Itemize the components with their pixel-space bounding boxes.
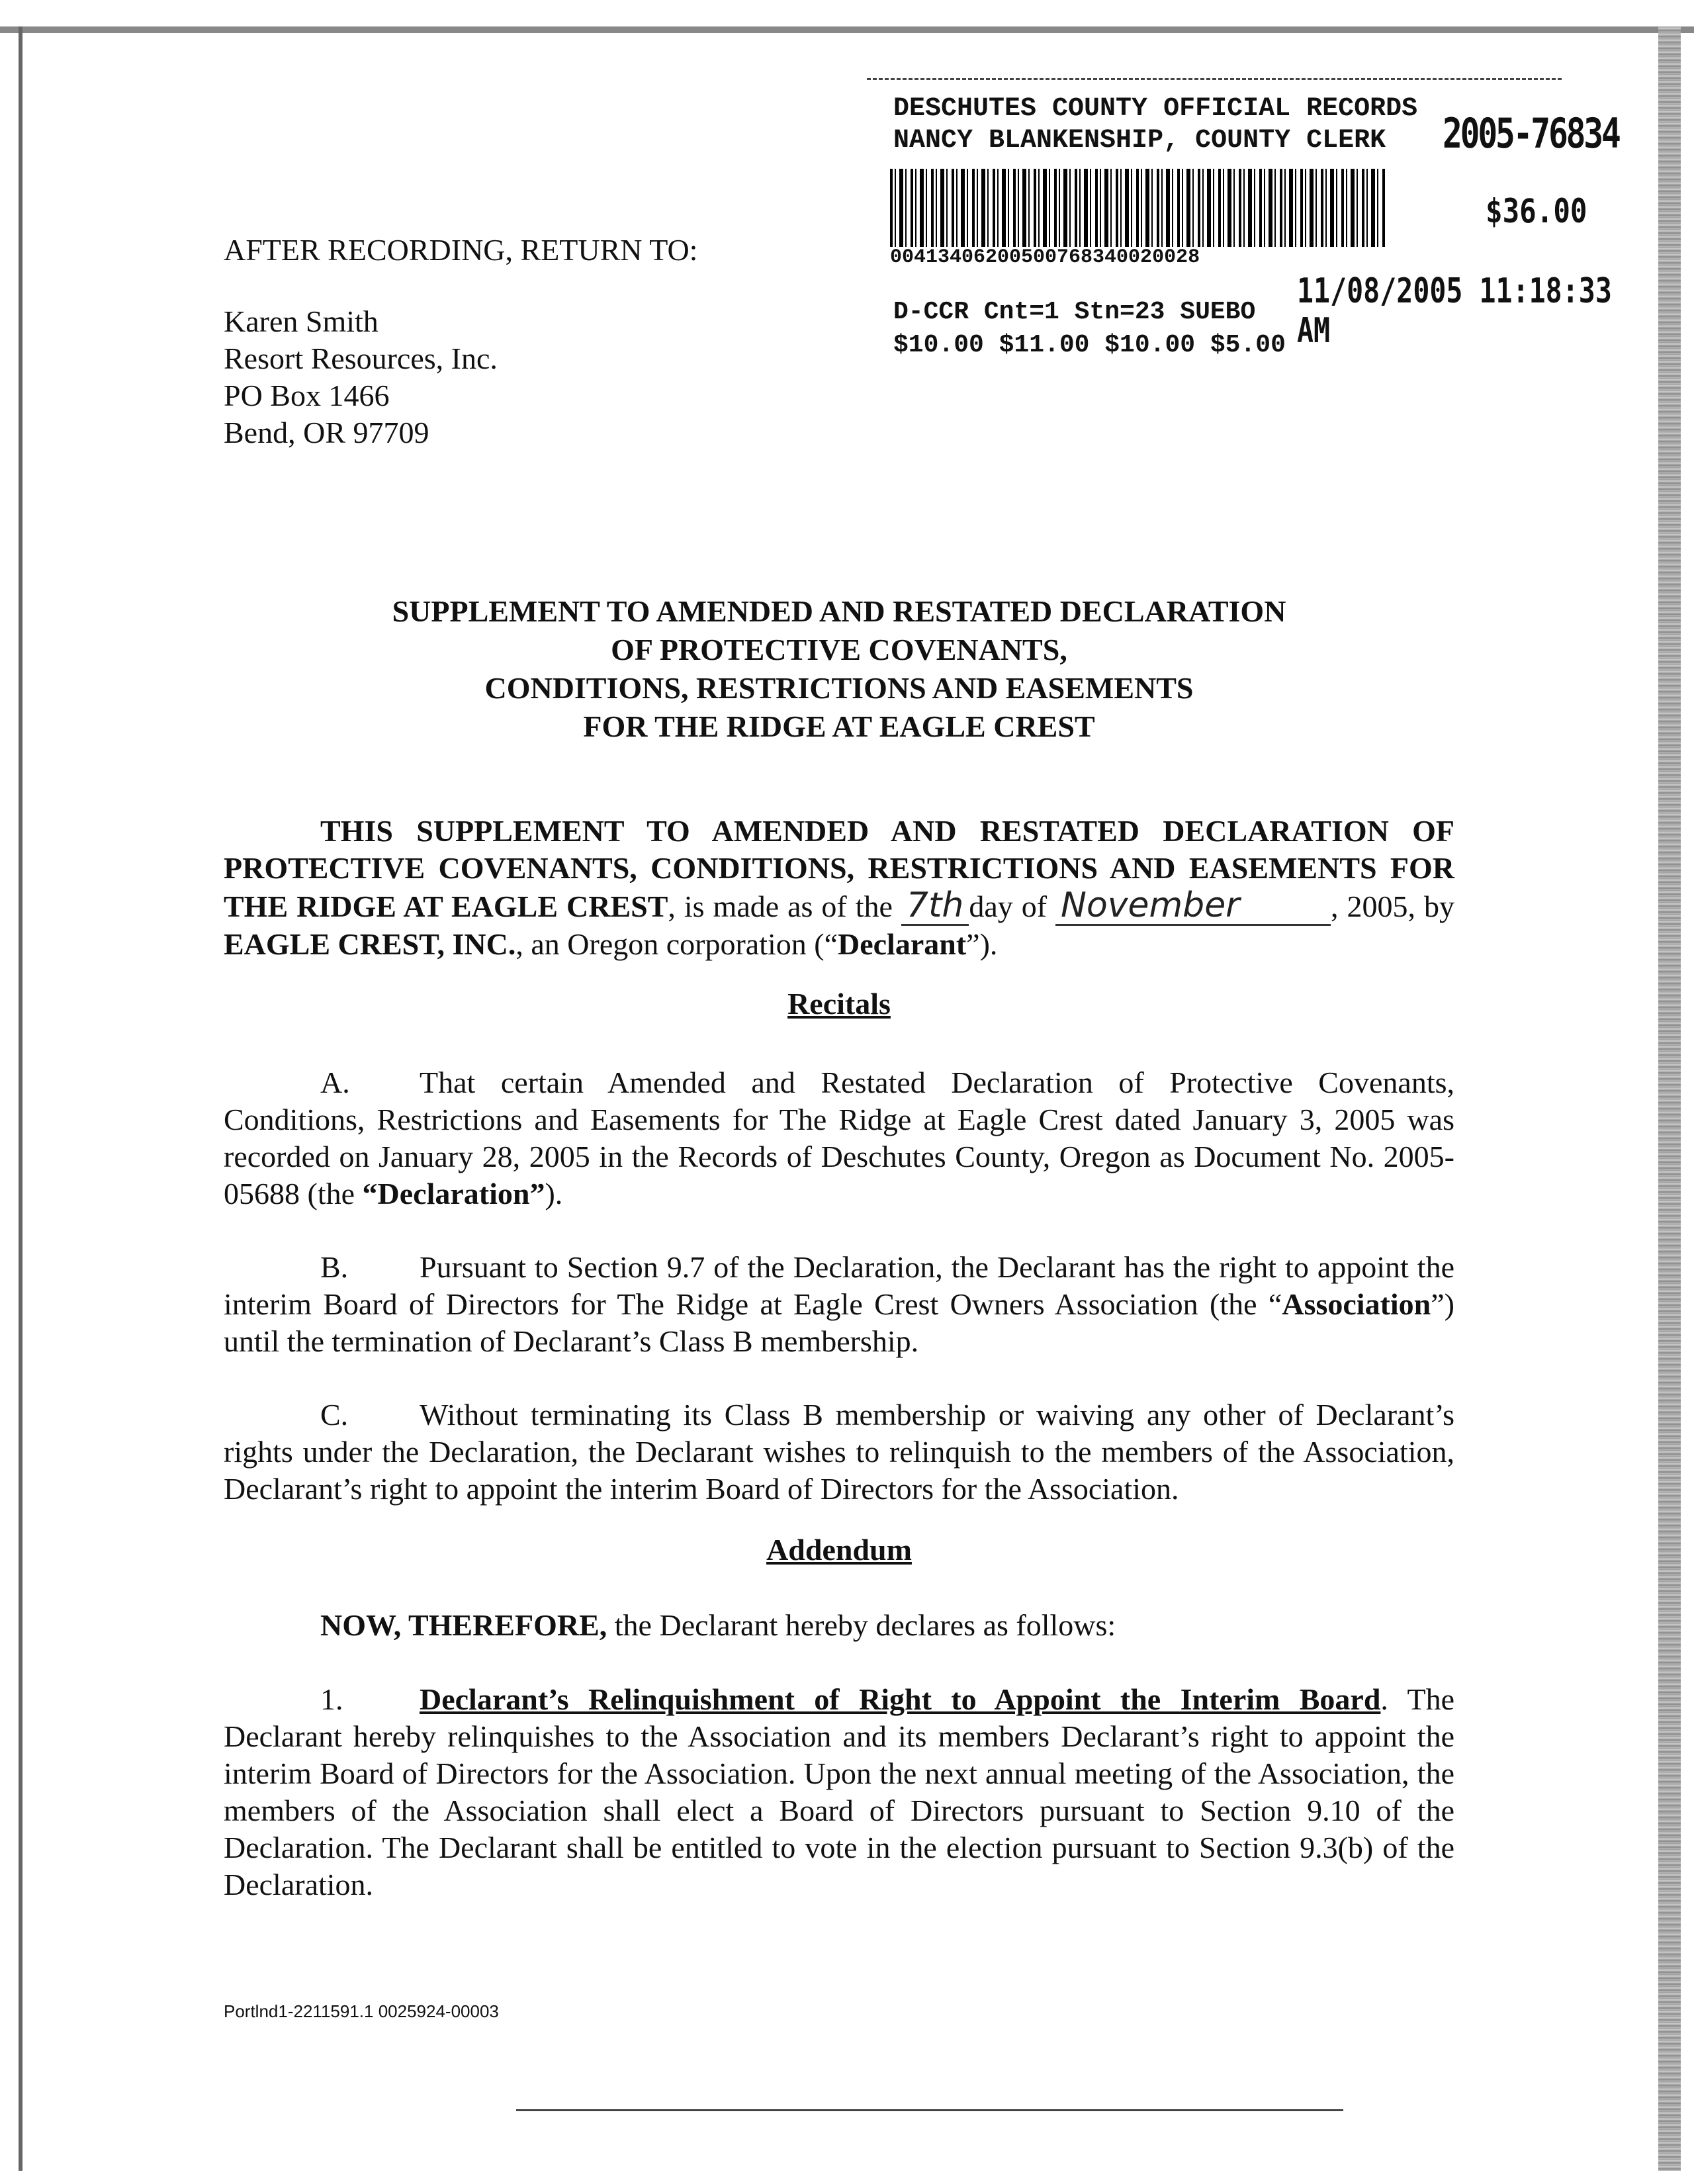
intro-paragraph (224, 813, 1454, 963)
declarant-name: EAGLE CREST, INC. (224, 927, 516, 961)
barcode-number: 00413406200500768340020028 (890, 246, 1200, 269)
handwritten-month: November (1055, 887, 1331, 926)
footer-rule (516, 2109, 1343, 2111)
recital-a-term: “Declaration” (362, 1177, 545, 1210)
addendum-heading: Addendum (766, 1533, 912, 1567)
recital-b (224, 1249, 1454, 1360)
recital-a (224, 1064, 1454, 1212)
intro-text-1: , is made as of the (668, 889, 901, 923)
stamp-datetime: 11/08/2005 11:18:33 AM (1297, 271, 1612, 351)
recital-a-text: That certain Amended and Restated Declaration of Protective Covenants, Conditions, Restrictions and Easements for The Ridge at Eagle Crest dated January 3, 2005 was recorded on January 28, 2005 in the Records of Deschutes County, Oregon as Document No. 2005-05688 (the (224, 1066, 1454, 1210)
recital-b-term: Association (1282, 1287, 1431, 1321)
intro-text-5: ”). (966, 927, 998, 961)
barcode (890, 169, 1386, 247)
return-po-box: PO Box 1466 (224, 379, 390, 412)
footer-reference: Portlnd1-2211591.1 0025924-00003 (224, 2001, 499, 2021)
title-line-3: CONDITIONS, RESTRICTIONS AND EASEMENTS (484, 671, 1194, 705)
title-line-2: OF PROTECTIVE COVENANTS, (611, 633, 1067, 666)
item-1-label: 1. (320, 1682, 343, 1716)
return-name: Karen Smith (224, 304, 379, 338)
return-city: Bend, OR 97709 (224, 416, 429, 449)
intro-bold-lead: THIS SUPPLEMENT TO AMENDED AND RESTATED DECLARATION OF PROTECTIVE COVENANTS, CONDITIONS, RESTRICTIONS AND EASEMENTS FOR THE RIDGE AT EAGLE CREST (224, 814, 1454, 923)
stamp-fee: $36.00 (1486, 192, 1587, 230)
stamp-county-clerk: NANCY BLANKENSHIP, COUNTY CLERK (893, 126, 1386, 156)
recital-b-text: Pursuant to Section 9.7 of the Declaration, the Declarant has the right to appoint the interim Board of Directors for The Ridge at Eagle Crest Owners Association (the “ (224, 1250, 1454, 1321)
handwritten-day: 7th (901, 887, 969, 926)
addendum-intro-text: the Declarant hereby declares as follows: (607, 1608, 1116, 1642)
item-1-text: . The Declarant hereby relinquishes to the Association and its members Declarant’s right to appoint the interim Board of Directors for the Association. Upon the next annual meeting of the Association, the members of the Association shall elect a Board of Directors pursuant to Section 9.10 of the Declaration. The Declarant shall be entitled to vote in the election pursuant to Section 9.3(b) of the Declaration. (224, 1682, 1454, 1901)
recital-a-label: A. (320, 1066, 350, 1099)
recital-b-label: B. (320, 1250, 349, 1284)
item-1-title: Declarant’s Relinquishment of Right to Appoint the Interim Board (420, 1682, 1381, 1716)
scan-edge-top (0, 26, 1694, 33)
title-line-1: SUPPLEMENT TO AMENDED AND RESTATED DECLARATION (392, 594, 1286, 628)
stamp-document-number: 2005-76834 (1443, 109, 1619, 158)
now-therefore: NOW, THEREFORE, (320, 1608, 607, 1642)
return-company: Resort Resources, Inc. (224, 341, 498, 375)
recital-c-text: Without terminating its Class B membership or waiving any other of Declarant’s rights under the Declaration, the Declarant wishes to relinquish to the members of the Association, Declarant’s right to appoint the interim Board of Directors for the Association. (224, 1398, 1454, 1506)
recital-a-end: ). (545, 1177, 563, 1210)
recital-c (224, 1396, 1454, 1508)
intro-text-4: , an Oregon corporation (“ (515, 927, 838, 961)
stamp-amounts: $10.00 $11.00 $10.00 $5.00 (893, 331, 1286, 359)
return-to-label: AFTER RECORDING, RETURN TO: (224, 233, 698, 267)
intro-text-2: day of (969, 889, 1056, 923)
recording-stamp-border (867, 78, 1562, 80)
scan-edge-right (1658, 26, 1681, 2171)
addendum-intro (224, 1607, 1454, 1644)
intro-text-3: , 2005, by (1331, 889, 1454, 923)
declarant-term: Declarant (838, 927, 967, 961)
document-title (224, 592, 1454, 746)
recital-c-label: C. (320, 1398, 349, 1432)
addendum-item-1 (224, 1681, 1454, 1903)
recital-b-end: ”) until the termination of Declarant’s Class B membership. (224, 1287, 1454, 1358)
stamp-county-records: DESCHUTES COUNTY OFFICIAL RECORDS (893, 94, 1418, 124)
scan-edge-left (19, 26, 22, 2171)
recitals-heading: Recitals (787, 987, 891, 1021)
title-line-4: FOR THE RIDGE AT EAGLE CREST (583, 709, 1095, 743)
stamp-codes: D-CCR Cnt=1 Stn=23 SUEBO (893, 298, 1256, 326)
